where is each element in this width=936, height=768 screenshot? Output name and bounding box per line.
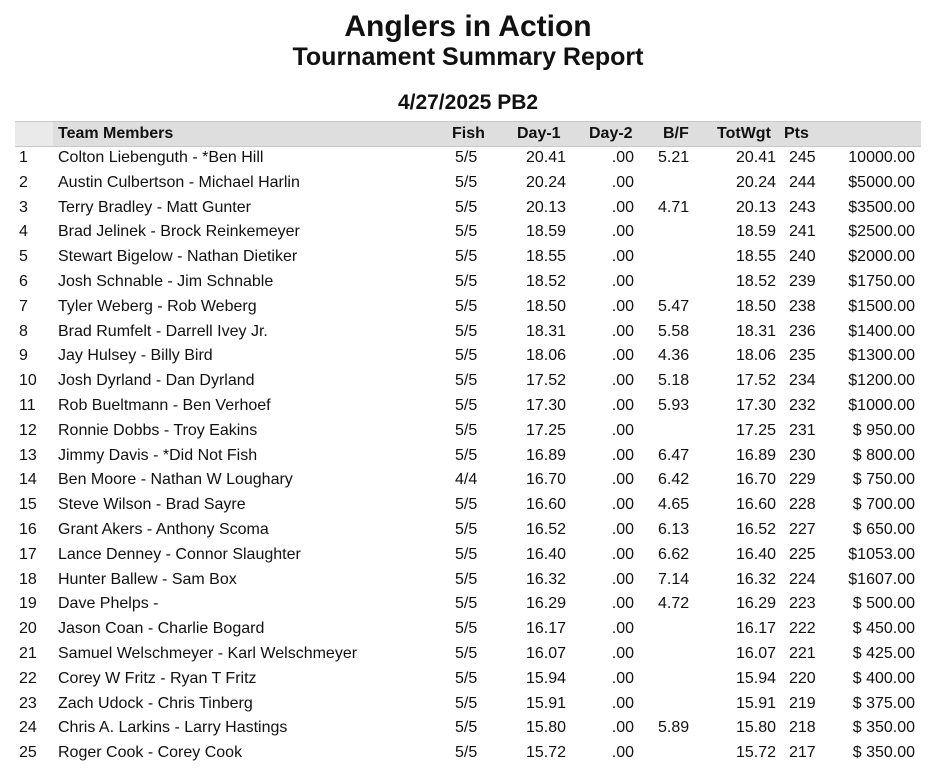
day-2-cell: .00 bbox=[611, 149, 634, 166]
day-2-cell: .00 bbox=[611, 347, 634, 365]
total-weight-cell: 18.52 bbox=[735, 272, 776, 290]
table-row bbox=[0, 320, 936, 345]
big-fish-cell: 4.71 bbox=[658, 198, 690, 216]
big-fish-cell: 5.47 bbox=[658, 297, 690, 315]
rank-cell: 7 bbox=[19, 297, 28, 315]
team-members-cell: Ronnie Dobbs - Troy Eakins bbox=[58, 421, 258, 439]
table-row bbox=[0, 741, 936, 766]
day-2-cell: .00 bbox=[611, 545, 634, 563]
table-row bbox=[0, 617, 936, 642]
fish-cell: 5/5 bbox=[455, 595, 478, 613]
points-cell: 232 bbox=[789, 396, 816, 414]
team-members-cell: Jimmy Davis - *Did Not Fish bbox=[58, 446, 258, 464]
table-row bbox=[0, 419, 936, 444]
day-1-cell: 15.80 bbox=[525, 719, 566, 737]
big-fish-cell: 6.62 bbox=[658, 545, 690, 563]
points-cell: 243 bbox=[789, 198, 816, 216]
payout-cell: $1500.00 bbox=[848, 297, 915, 315]
table-row bbox=[0, 245, 936, 270]
total-weight-cell: 20.13 bbox=[735, 198, 776, 216]
payout-cell: $1053.00 bbox=[848, 545, 915, 563]
points-cell: 241 bbox=[789, 223, 816, 241]
big-fish-cell: 6.47 bbox=[658, 446, 690, 464]
payout-cell: $ 350.00 bbox=[852, 719, 915, 737]
total-weight-cell: 16.40 bbox=[735, 545, 776, 563]
fish-cell: 5/5 bbox=[455, 570, 478, 588]
payout-cell: $ 800.00 bbox=[852, 446, 915, 464]
big-fish-cell: 4.72 bbox=[658, 595, 690, 613]
rank-cell: 2 bbox=[19, 173, 28, 191]
rank-cell: 21 bbox=[19, 644, 37, 662]
table-row bbox=[0, 394, 936, 419]
points-cell: 221 bbox=[789, 644, 816, 662]
payout-cell: $ 350.00 bbox=[852, 744, 915, 762]
big-fish-cell: 4.65 bbox=[658, 496, 690, 514]
payout-cell: $1300.00 bbox=[848, 347, 915, 365]
day-1-cell: 15.91 bbox=[525, 694, 566, 712]
table-row bbox=[0, 196, 936, 221]
payout-cell: $ 375.00 bbox=[852, 694, 915, 712]
header-team-members: Team Members bbox=[58, 125, 174, 142]
rank-cell: 9 bbox=[19, 347, 28, 365]
team-members-cell: Josh Dyrland - Dan Dyrland bbox=[58, 372, 255, 390]
table-row bbox=[0, 592, 936, 617]
points-cell: 228 bbox=[789, 496, 816, 514]
team-members-cell: Brad Jelinek - Brock Reinkemeyer bbox=[58, 223, 300, 241]
payout-cell: $ 500.00 bbox=[852, 595, 915, 613]
payout-cell: 10000.00 bbox=[848, 149, 915, 166]
header-fish: Fish bbox=[452, 125, 485, 142]
rank-cell: 20 bbox=[19, 620, 37, 638]
total-weight-cell: 16.32 bbox=[735, 570, 776, 588]
team-members-cell: Grant Akers - Anthony Scoma bbox=[58, 520, 269, 538]
day-1-cell: 16.89 bbox=[525, 446, 566, 464]
fish-cell: 5/5 bbox=[455, 297, 478, 315]
points-cell: 225 bbox=[789, 545, 816, 563]
day-2-cell: .00 bbox=[611, 520, 634, 538]
big-fish-cell: 7.14 bbox=[658, 570, 690, 588]
table-row bbox=[0, 468, 936, 493]
points-cell: 217 bbox=[789, 744, 816, 762]
total-weight-cell: 17.30 bbox=[735, 396, 776, 414]
points-cell: 223 bbox=[789, 595, 816, 613]
team-members-cell: Colton Liebenguth - *Ben Hill bbox=[58, 149, 264, 166]
rank-cell: 5 bbox=[19, 248, 28, 266]
day-1-cell: 16.17 bbox=[525, 620, 566, 638]
table-row bbox=[0, 667, 936, 692]
rank-cell: 1 bbox=[19, 149, 28, 166]
table-row bbox=[0, 295, 936, 320]
team-members-cell: Brad Rumfelt - Darrell Ivey Jr. bbox=[58, 322, 268, 340]
fish-cell: 5/5 bbox=[455, 223, 478, 241]
day-2-cell: .00 bbox=[611, 322, 634, 340]
day-1-cell: 16.32 bbox=[525, 570, 566, 588]
fish-cell: 5/5 bbox=[455, 520, 478, 538]
total-weight-cell: 18.50 bbox=[735, 297, 776, 315]
day-2-cell: .00 bbox=[611, 421, 634, 439]
big-fish-cell: 6.13 bbox=[658, 520, 690, 538]
rank-cell: 23 bbox=[19, 694, 37, 712]
day-2-cell: .00 bbox=[611, 248, 634, 266]
day-2-cell: .00 bbox=[611, 644, 634, 662]
fish-cell: 5/5 bbox=[455, 719, 478, 737]
team-members-cell: Terry Bradley - Matt Gunter bbox=[58, 198, 251, 216]
big-fish-cell: 5.18 bbox=[658, 372, 690, 390]
total-weight-cell: 15.91 bbox=[735, 694, 776, 712]
points-cell: 238 bbox=[789, 297, 816, 315]
total-weight-cell: 16.89 bbox=[735, 446, 776, 464]
team-members-cell: Jay Hulsey - Billy Bird bbox=[58, 347, 213, 365]
rank-header-cell bbox=[15, 122, 53, 146]
day-2-cell: .00 bbox=[611, 272, 634, 290]
payout-cell: $ 400.00 bbox=[852, 669, 915, 687]
day-2-cell: .00 bbox=[611, 744, 634, 762]
team-members-cell: Tyler Weberg - Rob Weberg bbox=[58, 297, 257, 315]
fish-cell: 5/5 bbox=[455, 694, 478, 712]
total-weight-cell: 16.52 bbox=[735, 520, 776, 538]
day-1-cell: 16.70 bbox=[525, 471, 566, 489]
table-header bbox=[15, 121, 921, 147]
day-1-cell: 16.29 bbox=[525, 595, 566, 613]
payout-cell: $ 700.00 bbox=[852, 496, 915, 514]
rank-cell: 14 bbox=[19, 471, 37, 489]
total-weight-cell: 15.80 bbox=[735, 719, 776, 737]
points-cell: 227 bbox=[789, 520, 816, 538]
table-row bbox=[0, 692, 936, 717]
points-cell: 234 bbox=[789, 372, 816, 390]
team-members-cell: Dave Phelps - bbox=[58, 595, 159, 613]
points-cell: 220 bbox=[789, 669, 816, 687]
day-1-cell: 16.60 bbox=[525, 496, 566, 514]
big-fish-cell: 4.36 bbox=[658, 347, 690, 365]
payout-cell: $1750.00 bbox=[848, 272, 915, 290]
team-members-cell: Josh Schnable - Jim Schnable bbox=[58, 272, 274, 290]
day-1-cell: 20.24 bbox=[525, 173, 566, 191]
day-1-cell: 16.40 bbox=[525, 545, 566, 563]
points-cell: 239 bbox=[789, 272, 816, 290]
fish-cell: 5/5 bbox=[455, 347, 478, 365]
big-fish-cell: 5.93 bbox=[658, 396, 690, 414]
rank-cell: 3 bbox=[19, 198, 28, 216]
rank-cell: 6 bbox=[19, 272, 28, 290]
day-1-cell: 15.72 bbox=[525, 744, 566, 762]
table-row bbox=[0, 220, 936, 245]
table-row bbox=[0, 493, 936, 518]
total-weight-cell: 16.07 bbox=[735, 644, 776, 662]
day-1-cell: 16.07 bbox=[525, 644, 566, 662]
payout-cell: $1400.00 bbox=[848, 322, 915, 340]
total-weight-cell: 20.41 bbox=[735, 149, 776, 166]
fish-cell: 5/5 bbox=[455, 620, 478, 638]
table-row bbox=[0, 171, 936, 196]
total-weight-cell: 18.31 bbox=[735, 322, 776, 340]
payout-cell: $ 750.00 bbox=[852, 471, 915, 489]
payout-cell: $ 650.00 bbox=[852, 520, 915, 538]
team-members-cell: Chris A. Larkins - Larry Hastings bbox=[58, 719, 288, 737]
points-cell: 231 bbox=[789, 421, 816, 439]
points-cell: 240 bbox=[789, 248, 816, 266]
team-members-cell: Austin Culbertson - Michael Harlin bbox=[58, 173, 300, 191]
payout-cell: $1607.00 bbox=[848, 570, 915, 588]
team-members-cell: Steve Wilson - Brad Sayre bbox=[58, 496, 246, 514]
team-members-cell: Rob Bueltmann - Ben Verhoef bbox=[58, 396, 271, 414]
day-2-cell: .00 bbox=[611, 719, 634, 737]
table-row bbox=[0, 344, 936, 369]
day-2-cell: .00 bbox=[611, 297, 634, 315]
rank-cell: 10 bbox=[19, 372, 37, 390]
fish-cell: 5/5 bbox=[455, 198, 478, 216]
day-1-cell: 20.41 bbox=[525, 149, 566, 166]
table-row bbox=[0, 642, 936, 667]
fish-cell: 5/5 bbox=[455, 545, 478, 563]
payout-cell: $3500.00 bbox=[848, 198, 915, 216]
rank-cell: 17 bbox=[19, 545, 37, 563]
fish-cell: 4/4 bbox=[455, 471, 478, 489]
results-table bbox=[0, 146, 936, 766]
big-fish-cell: 5.89 bbox=[658, 719, 690, 737]
points-cell: 244 bbox=[789, 173, 816, 191]
day-2-cell: .00 bbox=[611, 694, 634, 712]
header-points: Pts bbox=[784, 125, 809, 142]
report-subtitle: Tournament Summary Report bbox=[292, 43, 644, 71]
points-cell: 219 bbox=[789, 694, 816, 712]
total-weight-cell: 18.06 bbox=[735, 347, 776, 365]
payout-cell: $ 425.00 bbox=[852, 644, 915, 662]
fish-cell: 5/5 bbox=[455, 322, 478, 340]
table-row bbox=[0, 270, 936, 295]
total-weight-cell: 18.59 bbox=[735, 223, 776, 241]
header-day-2: Day-2 bbox=[589, 125, 633, 142]
table-row bbox=[0, 568, 936, 593]
day-2-cell: .00 bbox=[611, 471, 634, 489]
payout-cell: $5000.00 bbox=[848, 173, 915, 191]
big-fish-cell: 5.21 bbox=[658, 149, 690, 166]
team-members-cell: Corey W Fritz - Ryan T Fritz bbox=[58, 669, 257, 687]
fish-cell: 5/5 bbox=[455, 669, 478, 687]
table-row bbox=[0, 369, 936, 394]
fish-cell: 5/5 bbox=[455, 372, 478, 390]
rank-cell: 11 bbox=[19, 396, 36, 414]
team-members-cell: Roger Cook - Corey Cook bbox=[58, 744, 243, 762]
day-2-cell: .00 bbox=[611, 198, 634, 216]
rank-cell: 8 bbox=[19, 322, 28, 340]
fish-cell: 5/5 bbox=[455, 744, 478, 762]
points-cell: 230 bbox=[789, 446, 816, 464]
rank-cell: 12 bbox=[19, 421, 37, 439]
table-row bbox=[0, 444, 936, 469]
rank-cell: 25 bbox=[19, 744, 37, 762]
day-2-cell: .00 bbox=[611, 446, 634, 464]
day-2-cell: .00 bbox=[611, 595, 634, 613]
day-2-cell: .00 bbox=[611, 620, 634, 638]
total-weight-cell: 15.72 bbox=[735, 744, 776, 762]
day-1-cell: 16.52 bbox=[525, 520, 566, 538]
rank-cell: 19 bbox=[19, 595, 37, 613]
payout-cell: $ 950.00 bbox=[852, 421, 915, 439]
rank-cell: 16 bbox=[19, 520, 37, 538]
day-1-cell: 20.13 bbox=[525, 198, 566, 216]
day-1-cell: 18.31 bbox=[525, 322, 566, 340]
rank-cell: 18 bbox=[19, 570, 37, 588]
team-members-cell: Samuel Welschmeyer - Karl Welschmeyer bbox=[58, 644, 358, 662]
points-cell: 245 bbox=[789, 149, 816, 166]
payout-cell: $2500.00 bbox=[848, 223, 915, 241]
rank-cell: 13 bbox=[19, 446, 37, 464]
big-fish-cell: 6.42 bbox=[658, 471, 690, 489]
team-members-cell: Jason Coan - Charlie Bogard bbox=[58, 620, 265, 638]
table-row bbox=[0, 518, 936, 543]
day-1-cell: 18.50 bbox=[525, 297, 566, 315]
total-weight-cell: 18.55 bbox=[735, 248, 776, 266]
fish-cell: 5/5 bbox=[455, 644, 478, 662]
day-2-cell: .00 bbox=[611, 570, 634, 588]
rank-cell: 15 bbox=[19, 496, 37, 514]
points-cell: 229 bbox=[789, 471, 816, 489]
day-1-cell: 17.30 bbox=[525, 396, 566, 414]
fish-cell: 5/5 bbox=[455, 173, 478, 191]
header-big-fish: B/F bbox=[663, 125, 689, 142]
total-weight-cell: 17.52 bbox=[735, 372, 776, 390]
team-members-cell: Zach Udock - Chris Tinberg bbox=[58, 694, 253, 712]
team-members-cell: Lance Denney - Connor Slaughter bbox=[58, 545, 301, 563]
total-weight-cell: 16.70 bbox=[735, 471, 776, 489]
day-2-cell: .00 bbox=[611, 669, 634, 687]
rank-cell: 22 bbox=[19, 669, 37, 687]
table-row bbox=[0, 716, 936, 741]
team-members-cell: Stewart Bigelow - Nathan Dietiker bbox=[58, 248, 298, 266]
fish-cell: 5/5 bbox=[455, 396, 478, 414]
fish-cell: 5/5 bbox=[455, 421, 478, 439]
points-cell: 235 bbox=[789, 347, 816, 365]
report-title: Anglers in Action bbox=[344, 10, 592, 43]
fish-cell: 5/5 bbox=[455, 496, 478, 514]
table-row bbox=[0, 146, 936, 171]
fish-cell: 5/5 bbox=[455, 446, 478, 464]
day-2-cell: .00 bbox=[611, 396, 634, 414]
points-cell: 224 bbox=[789, 570, 816, 588]
fish-cell: 5/5 bbox=[455, 248, 478, 266]
day-1-cell: 17.52 bbox=[525, 372, 566, 390]
header-day-1: Day-1 bbox=[517, 125, 561, 142]
payout-cell: $ 450.00 bbox=[852, 620, 915, 638]
day-1-cell: 15.94 bbox=[525, 669, 566, 687]
total-weight-cell: 15.94 bbox=[735, 669, 776, 687]
big-fish-cell: 5.58 bbox=[658, 322, 690, 340]
day-1-cell: 18.06 bbox=[525, 347, 566, 365]
day-1-cell: 18.55 bbox=[525, 248, 566, 266]
payout-cell: $1000.00 bbox=[848, 396, 915, 414]
total-weight-cell: 17.25 bbox=[735, 421, 776, 439]
day-1-cell: 17.25 bbox=[525, 421, 566, 439]
team-members-cell: Hunter Ballew - Sam Box bbox=[58, 570, 237, 588]
total-weight-cell: 16.17 bbox=[735, 620, 776, 638]
day-2-cell: .00 bbox=[611, 496, 634, 514]
rank-cell: 4 bbox=[19, 223, 28, 241]
table-row bbox=[0, 543, 936, 568]
total-weight-cell: 16.60 bbox=[735, 496, 776, 514]
day-1-cell: 18.59 bbox=[525, 223, 566, 241]
header-total-weight: TotWgt bbox=[717, 125, 771, 142]
rank-cell: 24 bbox=[19, 719, 37, 737]
day-2-cell: .00 bbox=[611, 173, 634, 191]
total-weight-cell: 16.29 bbox=[735, 595, 776, 613]
day-1-cell: 18.52 bbox=[525, 272, 566, 290]
fish-cell: 5/5 bbox=[455, 149, 478, 166]
payout-cell: $2000.00 bbox=[848, 248, 915, 266]
points-cell: 218 bbox=[789, 719, 816, 737]
team-members-cell: Ben Moore - Nathan W Loughary bbox=[58, 471, 293, 489]
payout-cell: $1200.00 bbox=[848, 372, 915, 390]
fish-cell: 5/5 bbox=[455, 272, 478, 290]
points-cell: 222 bbox=[789, 620, 816, 638]
points-cell: 236 bbox=[789, 322, 816, 340]
day-2-cell: .00 bbox=[611, 223, 634, 241]
report-date: 4/27/2025 PB2 bbox=[397, 91, 539, 114]
total-weight-cell: 20.24 bbox=[735, 173, 776, 191]
day-2-cell: .00 bbox=[611, 372, 634, 390]
